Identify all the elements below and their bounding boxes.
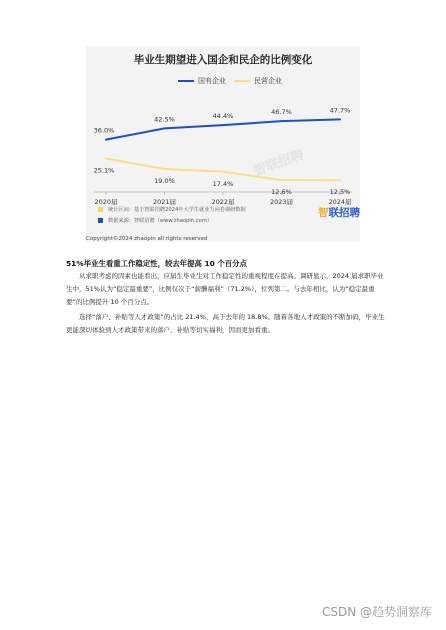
x-tick-label: 2021届 [152, 198, 177, 206]
note-stat-range [98, 206, 246, 213]
data-label: 44.4% [212, 112, 234, 121]
data-label: 36.0% [93, 126, 115, 135]
article-paragraph-2: 选择“落户、补贴等人才政策”的占比 21.4%，高于去年的 18.8%。随着各地人才政策的不断加码，毕业生更能深切体验到人才政策带来的落户、补贴等切实福利，因而更加看重。 [66, 313, 385, 334]
note-stat-range-text: 统计区间：基于智联招聘2024年大学生就业力问卷调研数据 [108, 207, 246, 213]
chart-title: 毕业生期望进入国企和民企的比例变化 [133, 54, 313, 66]
note-data-source [98, 217, 212, 224]
logo-part-1: 智 [318, 207, 329, 219]
note-square-icon [98, 207, 103, 212]
data-label: 25.1% [93, 166, 115, 175]
x-tick-label: 2024届 [328, 198, 352, 206]
zhaopin-logo [318, 205, 360, 220]
legend-label-private: 民营企业 [254, 77, 282, 85]
data-label: 19.0% [154, 177, 175, 185]
x-tick-label: 2020届 [94, 198, 118, 206]
data-label: 12.5% [329, 188, 351, 197]
data-label: 17.4% [212, 179, 234, 188]
csdn-watermark: CSDN @趋势洞察库 [321, 605, 432, 619]
legend-label-soe: 国有企业 [198, 77, 226, 85]
data-label: 47.7% [329, 106, 351, 115]
copyright-text: Copyright©2024 zhaopin all rights reserved [86, 236, 208, 242]
data-label: 42.5% [154, 115, 175, 124]
series-line-soe [106, 119, 340, 139]
data-label: 46.7% [271, 108, 292, 117]
watermark-text: 智联招聘 [251, 147, 306, 180]
note-data-source-text: 数据来源：智联招聘（www.zhaopin.com） [108, 218, 213, 224]
data-label: 12.6% [271, 188, 292, 197]
x-tick-label: 2023届 [269, 198, 294, 206]
x-tick-label: 2022届 [211, 198, 235, 206]
logo-part-2: 联招聘 [328, 207, 360, 219]
note-square-icon [98, 218, 103, 223]
article-heading: 51%毕业生看重工作稳定性，较去年提高 10 个百分点 [66, 259, 247, 268]
article-paragraph-1: 从求职考虑的因素也能看出，应届生毕业生对工作稳定性的重视程度在提高。调研显示，2024 届求职毕业生中，51%认为“稳定最重要”，比例仅次于“薪酬福利”（71.2%），位列第二。与去年相比，认为“稳定最重要”的比例提升 10 个百分点。 [66, 272, 384, 306]
